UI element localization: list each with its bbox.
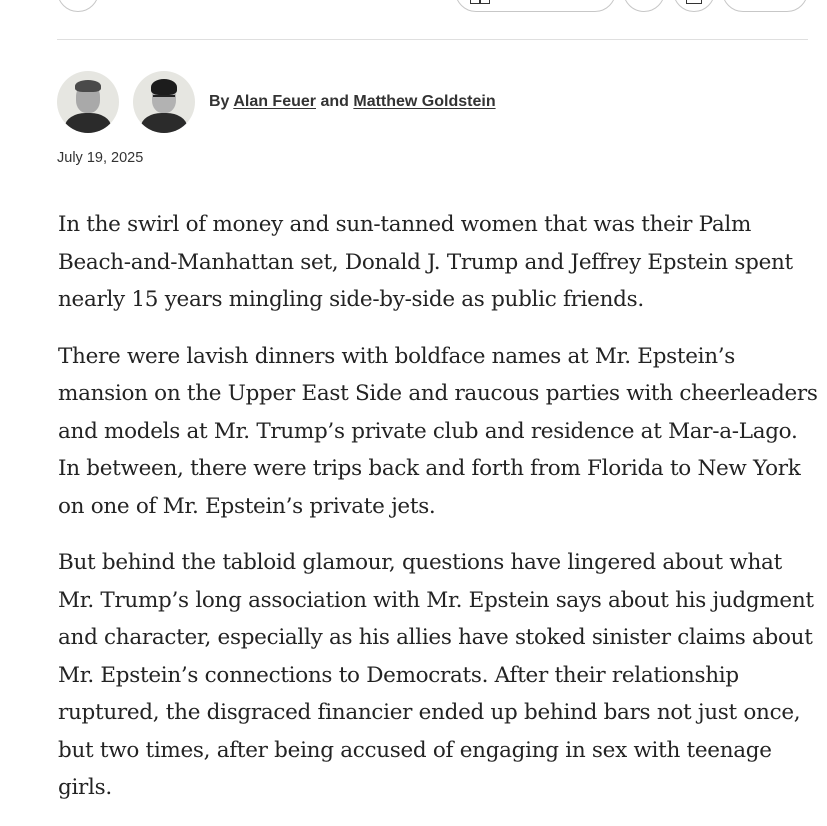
author-link-matthew-goldstein[interactable]: Matthew Goldstein [353, 93, 496, 110]
toolbar-divider [57, 39, 808, 40]
share-button[interactable] [623, 0, 665, 12]
article-paragraph: But behind the tabloid glamour, questions have lingered about what Mr. Trump’s long association with Mr. Epstein says about his judgment and character, especially as his allies have stoked sinister claims about Mr. Epstein’s connections to Democrats. After their relationship ruptured, the disgraced financier ended up behind bars not just once, but two times, after being accused of engaging in sex with teenage girls. [58, 550, 814, 800]
author-link-alan-feuer[interactable]: Alan Feuer [233, 93, 316, 110]
gift-icon [470, 0, 490, 4]
article-paragraph: There were lavish dinners with boldface names at Mr. Epstein’s mansion on the Upper East Side and raucous parties with cheerleaders and models at Mr. Trump’s private club and residence at Mar-a-Lago. In between, there were trips back and forth from Florida to New York on one of Mr. Epstein’s private jets. [58, 343, 818, 519]
author-avatar-matthew-goldstein[interactable] [133, 71, 195, 133]
author-avatar-alan-feuer[interactable] [57, 71, 119, 133]
back-button[interactable] [57, 0, 99, 12]
byline [57, 71, 496, 133]
comments-button[interactable] [722, 0, 808, 12]
article-body [58, 206, 818, 826]
publish-date: July 19, 2025 [57, 150, 144, 166]
byline-conjunction: and [320, 93, 349, 110]
byline-text [209, 93, 496, 111]
article-paragraph: In the swirl of money and sun-tanned women that was their Palm Beach-and-Manhattan set, Donald J. Trump and Jeffrey Epstein spent nearly 15 years mingling side-by-side as public friends. [58, 212, 793, 312]
bookmark-icon [686, 0, 702, 4]
byline-prefix: By [209, 93, 230, 110]
article-toolbar [0, 0, 827, 40]
